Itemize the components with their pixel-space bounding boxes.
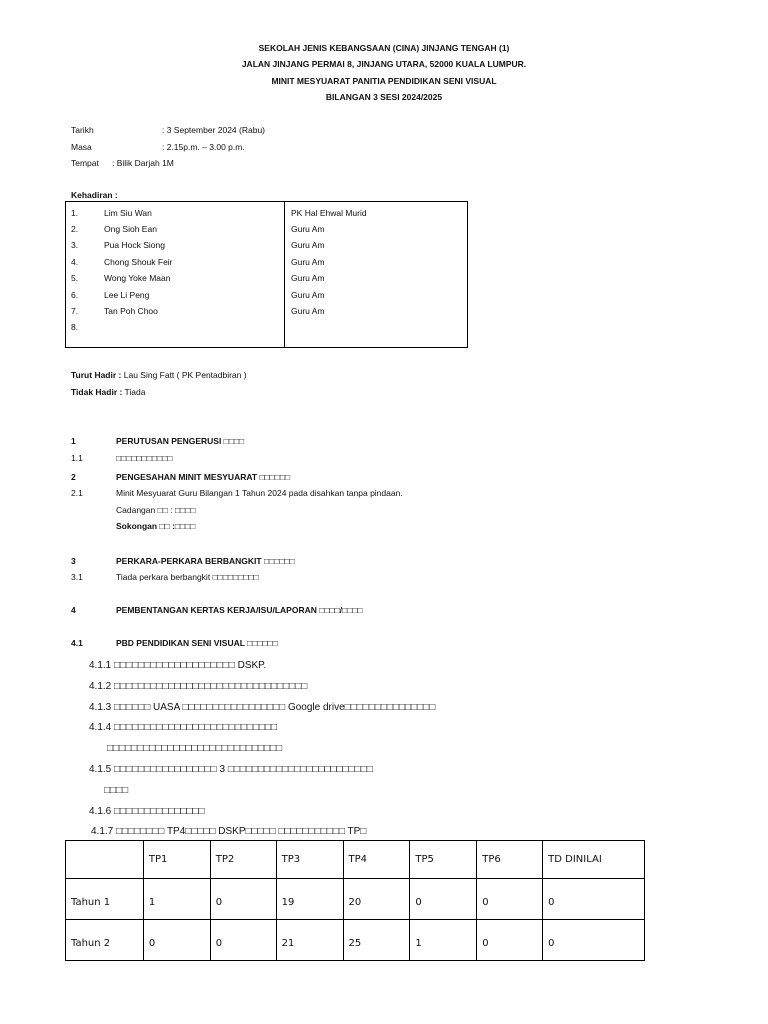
tp-cell: 20 [343,879,410,920]
section-3-title: PERKARA-PERKARA BERBANGKIT □□□□□□ [116,556,295,566]
tp-cell: 0 [543,920,645,961]
attendance-name: Lee Li Peng [104,290,150,300]
tp-header-cell: TD DINILAI [543,841,645,879]
item-4-1-6: 4.1.6 □□□□□□□□□□□□□□□ [89,806,205,817]
tp-cell: Tahun 2 [66,920,144,961]
attendance-role: Guru Am [291,240,325,250]
attendance-name: Lim Siu Wan [104,208,152,218]
section-1-1-text: □□□□□□□□□□□ [116,453,173,463]
also-present-label: Turut Hadir : [71,370,122,380]
attendance-no: 4. [71,257,79,267]
tp-table [65,840,645,961]
tp-header-cell: TP3 [276,841,343,879]
also-present-value: Lau Sing Fatt ( PK Pentadbiran ) [121,370,247,380]
section-4-1-title: PBD PENDIDIKAN SENI VISUAL □□□□□□ [116,638,278,648]
attendance-name: Wong Yoke Maan [104,273,171,283]
attendance-label: Kehadiran : [71,190,118,200]
absent-value: Tiada [122,387,146,397]
tp-header-cell: TP1 [143,841,210,879]
table-row [66,920,645,961]
section-3-1-text: Tiada perkara berbangkit □□□□□□□□□ [116,572,259,582]
tp-table-header-row [66,841,645,879]
absent [71,387,145,397]
item-4-1-2: 4.1.2 □□□□□□□□□□□□□□□□□□□□□□□□□□□□□□□□ [89,681,308,692]
also-present [71,370,247,380]
time-value: : 2.15p.m. – 3.00 p.m. [162,142,245,152]
section-3-1-number: 3.1 [71,572,83,582]
attendance-role: Guru Am [291,224,325,234]
attendance-no: 2. [71,224,79,234]
tp-cell: 0 [410,879,477,920]
section-1-number: 1 [71,436,76,446]
tp-header-cell [66,841,144,879]
tp-cell: 0 [210,879,276,920]
tp-cell: 25 [343,920,410,961]
attendance-no: 7. [71,306,79,316]
tp-cell: 0 [477,879,543,920]
item-4-1-4: 4.1.4 □□□□□□□□□□□□□□□□□□□□□□□□□□□ [89,722,278,733]
tp-header-cell: TP2 [210,841,276,879]
attendance-role: Guru Am [291,290,325,300]
venue-value: : Bilik Darjah 1M [112,158,174,168]
attendance-role: Guru Am [291,273,325,283]
attendance-role: Guru Am [291,306,325,316]
proposer: Cadangan □□ : □□□□ [116,505,196,515]
attendance-no: 6. [71,290,79,300]
tp-cell: 1 [410,920,477,961]
attendance-no: 5. [71,273,79,283]
tp-cell: 0 [543,879,645,920]
attendance-name: Tan Poh Choo [104,306,158,316]
section-2-title: PENGESAHAN MINIT MESYUARAT □□□□□□ [116,472,291,482]
section-4-title: PEMBENTANGAN KERTAS KERJA/ISU/LAPORAN □□□□/□□□□ [116,605,363,615]
attendance-name: Chong Shouk Feir [104,257,173,267]
item-4-1-4-cont: □□□□□□□□□□□□□□□□□□□□□□□□□□□□□ [107,743,283,754]
date-value: : 3 September 2024 (Rabu) [162,125,266,135]
item-4-1-5: 4.1.5 □□□□□□□□□□□□□□□□□ 3 □□□□□□□□□□□□□□□□□□□□□□□□ [89,764,373,775]
section-2-1-text: Minit Mesyuarat Guru Bilangan 1 Tahun 2024 pada disahkan tanpa pindaan. [116,488,403,498]
seconder: Sokongan □□ :□□□□ [116,521,196,531]
tp-cell: 0 [143,920,210,961]
attendance-no: 8. [71,322,79,332]
attendance-divider [284,201,285,348]
tp-cell: 0 [210,920,276,961]
session-number: BILANGAN 3 SESI 2024/2025 [325,92,443,102]
section-3-number: 3 [71,556,76,566]
tp-cell: 19 [276,879,343,920]
school-name: SEKOLAH JENIS KEBANGSAAN (CINA) JINJANG TENGAH (1) [258,43,510,53]
section-4-1-number: 4.1 [71,638,83,648]
section-1-title: PERUTUSAN PENGERUSI □□□□ [116,436,245,446]
tp-cell: Tahun 1 [66,879,144,920]
absent-label: Tidak Hadir : [71,387,123,397]
item-4-1-3: 4.1.3 □□□□□□ UASA □□□□□□□□□□□□□□□□□ Google drive□□□□□□□□□□□□□□□ [89,702,436,713]
venue-label: Tempat [71,158,99,168]
attendance-no: 1. [71,208,79,218]
attendance-role: Guru Am [291,257,325,267]
item-4-1-7: 4.1.7 □□□□□□□□ TP4□□□□□ DSKP□□□□□ □□□□□□□□□□□ TP□ [91,826,367,837]
tp-cell: 1 [143,879,210,920]
attendance-role: PK Hal Ehwal Murid [291,208,367,218]
item-4-1-1: 4.1.1 □□□□□□□□□□□□□□□□□□□□ DSKP. [89,660,267,671]
tp-header-cell: TP6 [477,841,543,879]
attendance-name: Pua Hock Siong [104,240,165,250]
time-label: Masa [71,142,92,152]
item-4-1-5-cont: □□□□ [104,785,129,796]
tp-cell: 0 [477,920,543,961]
table-row [66,879,645,920]
attendance-no: 3. [71,240,79,250]
date-label: Tarikh [71,125,94,135]
section-2-1-number: 2.1 [71,488,83,498]
tp-header-cell: TP4 [343,841,410,879]
attendance-name: Ong Sioh Ean [104,224,157,234]
tp-header-cell: TP5 [410,841,477,879]
tp-cell: 21 [276,920,343,961]
school-address: JALAN JINJANG PERMAI 8, JINJANG UTARA, 52000 KUALA LUMPUR. [241,59,527,69]
section-2-number: 2 [71,472,76,482]
document-title: MINIT MESYUARAT PANITIA PENDIDIKAN SENI VISUAL [271,76,497,86]
section-4-number: 4 [71,605,76,615]
section-1-1-number: 1.1 [71,453,83,463]
